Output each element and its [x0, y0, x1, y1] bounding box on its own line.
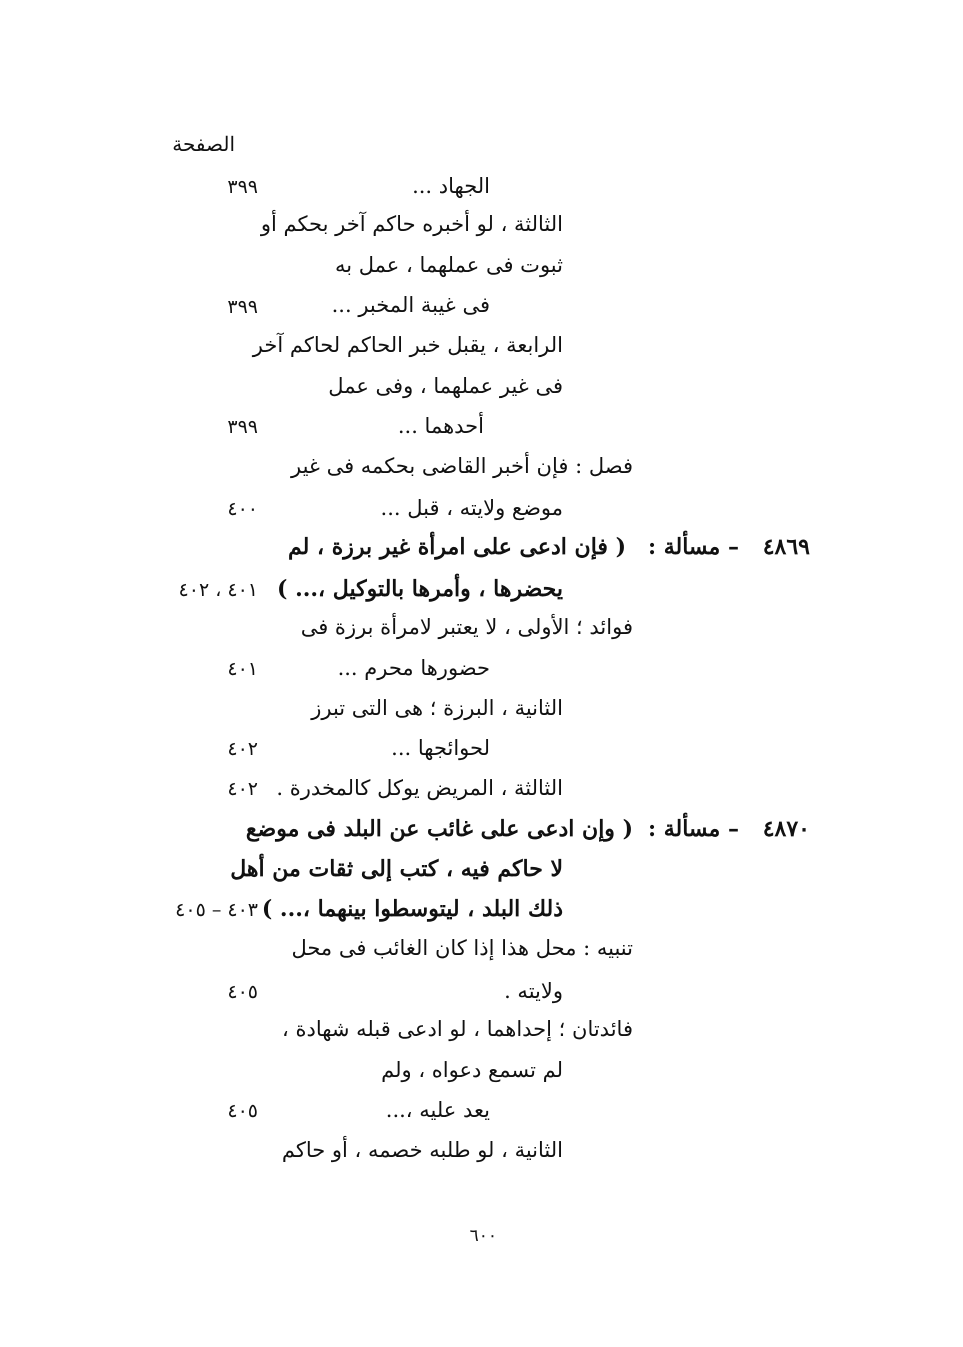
entry-text-line: الثانية ، البرزة ؛ هى التى تبرز [311, 696, 563, 720]
entry-text-line: لا حاكم فيه ، كتب إلى ثقات من أهل [230, 856, 563, 882]
entry-page-ref: ٣٩٩ [227, 176, 258, 198]
entry-text-line: فى غيبة المخبر ... [331, 293, 490, 317]
entry-page-ref: ٤٠٢ [227, 738, 258, 760]
entry-text-line: يعد عليه ،... [385, 1098, 490, 1122]
entry-page-ref: ٤٠٥ [227, 981, 258, 1003]
entry-page-ref: ٤٠٣ – ٤٠٥ [175, 899, 258, 921]
entry-text-line: موضع ولايته ، قبل ... [380, 496, 563, 520]
entry-text-line: الرابعة ، يقبل خبر الحاكم لحاكم آخر [252, 333, 563, 357]
page-number: ٦٠٠ [469, 1226, 497, 1246]
entry-text-line: فى غير عملهما ، وفى عمل [328, 374, 563, 398]
entry-text-line: الثالثة ، المريض يوكل كالمخدرة . [276, 776, 563, 800]
entry-text-line: أحدهما ... [397, 414, 484, 438]
entry-text-line: ولايته . [504, 979, 563, 1003]
entry-text-line: الجهاد ... [412, 174, 490, 198]
masala-label: – مسألة : [647, 534, 739, 560]
entry-text-line: تنبيه : محل هذا إذا كان الغائب فى محل [291, 936, 633, 960]
entry-text-line: فائدتان ؛ إحداهما ، لو ادعى قبله شهادة ، [282, 1017, 633, 1041]
entry-page-ref: ٤٠٥ [227, 1100, 258, 1122]
entry-text-line: فصل : فإن أخبر القاضى بحكمه فى غير [291, 454, 633, 478]
entry-page-ref: ٤٠٠ [227, 498, 258, 520]
masala-number: ٤٨٧٠ [762, 816, 810, 842]
entry-page-ref: ٤٠١ [227, 658, 258, 680]
entry-page-ref: ٣٩٩ [227, 416, 258, 438]
entry-text-line: الثالثة ، لو أخبره حاكم آخر بحكم أو [260, 212, 563, 236]
entry-text-line: يحضرها ، وأمرها بالتوكيل ،... ) [277, 576, 563, 602]
entry-text-line: لحوائجها ... [391, 736, 490, 760]
entry-text-line: فوائد ؛ الأولى ، لا يعتبر لامرأة برزة فى [300, 615, 633, 639]
entry-text-line: الثانية ، لو طلبه خصمه ، أو حاكم [281, 1138, 563, 1162]
entry-page-ref: ٤٠١ ، ٤٠٢ [178, 579, 258, 601]
entry-text-line: ( فإن ادعى على امرأة غير برزة ، لم [288, 534, 626, 560]
entry-text-line: ( وإن ادعى على غائب عن البلد فى موضع [245, 816, 633, 842]
page-column-header: الصفحة [172, 132, 235, 156]
entry-page-ref: ٣٩٩ [227, 296, 258, 318]
entry-text-line: ذلك البلد ، ليتوسطوا بينهما ،... ) [261, 896, 563, 922]
masala-number: ٤٨٦٩ [762, 534, 810, 560]
entry-text-line: لم تسمع دعواه ، ولم [381, 1058, 563, 1082]
entry-text-line: ثبوت فى عملهما ، عمل به [334, 253, 563, 277]
masala-label: – مسألة : [647, 816, 739, 842]
entry-page-ref: ٤٠٢ [227, 778, 258, 800]
entry-text-line: حضورها محرم ... [337, 656, 490, 680]
